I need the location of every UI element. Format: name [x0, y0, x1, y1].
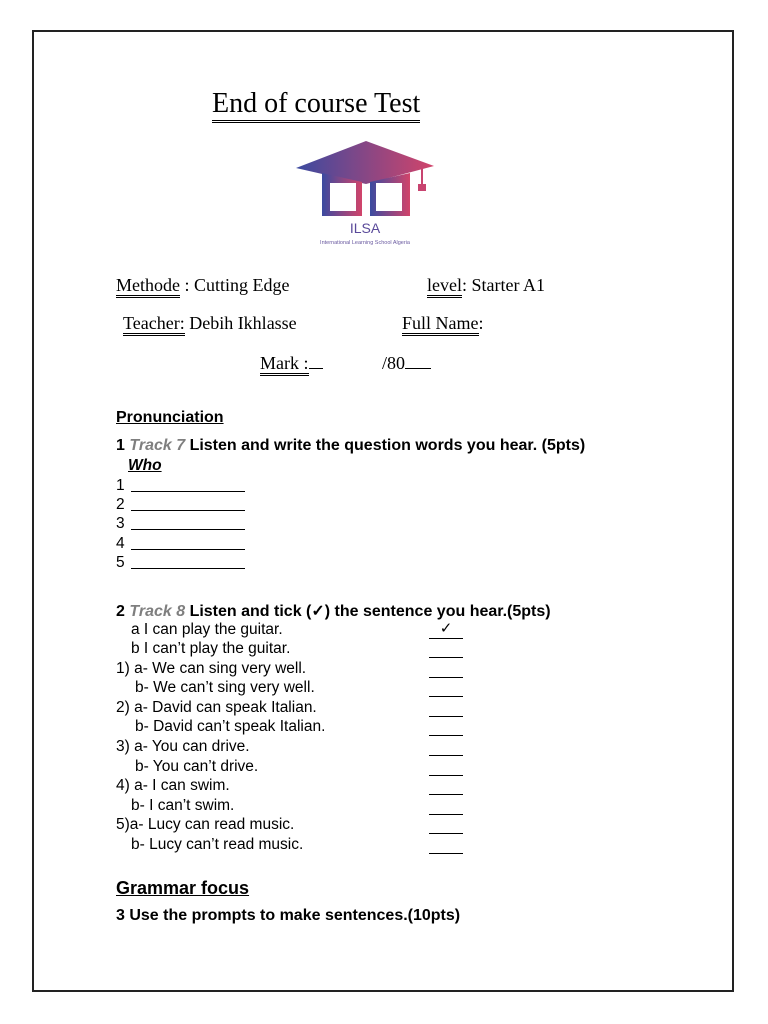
sentence-line: b- Lucy can’t read music. — [131, 836, 304, 853]
teacher-label: Teacher: — [123, 313, 185, 336]
method-value: : Cutting Edge — [179, 275, 290, 295]
teacher-row — [123, 313, 297, 334]
sentence-line: 5)a- Lucy can read music. — [116, 816, 295, 833]
q2-track: Track 8 — [129, 603, 186, 620]
q1-item-number: 3 — [116, 515, 125, 532]
graduation-cap-icon — [296, 141, 434, 184]
q1-item[interactable] — [116, 535, 245, 553]
page-title: End of course Test — [212, 88, 420, 123]
question-3: 3 Use the prompts to make sentences.(10pts) — [116, 907, 461, 924]
q1-example: Who — [128, 457, 162, 474]
section-pronunciation: Pronunciation — [116, 409, 224, 426]
tick-answer-blank[interactable] — [429, 622, 463, 639]
tick-answer-blank[interactable] — [429, 778, 463, 795]
tick-answer-blank[interactable] — [429, 719, 463, 736]
tick-answer-blank[interactable] — [429, 700, 463, 717]
fullname-colon: : — [478, 313, 484, 333]
q2-number: 2 — [116, 603, 125, 620]
level-label: level — [427, 275, 462, 298]
mark-total: /80 — [382, 353, 406, 373]
tick-answer-blank[interactable] — [429, 680, 463, 697]
tick-answer-blank[interactable] — [429, 641, 463, 658]
tick-answer-blank[interactable] — [429, 798, 463, 815]
method-row — [116, 275, 289, 296]
school-logo — [272, 138, 458, 256]
q1-item-number: 5 — [116, 554, 125, 571]
mark-row — [260, 353, 323, 374]
sentence-line: b- You can’t drive. — [135, 758, 259, 775]
level-row — [427, 275, 545, 296]
q2-instruction: Listen and tick (✓) the sentence you hear.(5pts) — [189, 603, 551, 620]
mark-total-blank[interactable] — [405, 368, 431, 369]
fullname-row[interactable] — [402, 313, 484, 334]
q1-number: 1 — [116, 437, 125, 454]
fullname-label: Full Name — [402, 313, 479, 336]
q1-item[interactable] — [116, 515, 245, 533]
q1-answer-line[interactable] — [131, 529, 245, 530]
tick-answer-blank[interactable] — [429, 759, 463, 776]
sentence-line: b- David can’t speak Italian. — [135, 718, 326, 735]
sentence-line: a I can play the guitar. — [131, 621, 283, 638]
method-label: Methode — [116, 275, 180, 298]
q1-item-number: 1 — [116, 477, 125, 494]
q1-item-number: 2 — [116, 496, 125, 513]
tick-answer-blank[interactable] — [429, 837, 463, 854]
tick-answer-blank[interactable] — [429, 661, 463, 678]
q1-answer-line[interactable] — [131, 510, 245, 511]
logo-subtitle: International Learning School Algeria — [320, 240, 410, 246]
q1-answer-line[interactable] — [131, 568, 245, 569]
tick-answer-blank[interactable] — [429, 739, 463, 756]
mark-blank[interactable] — [309, 368, 323, 369]
sentence-line: 4) a- I can swim. — [116, 777, 230, 794]
mark-total-row — [382, 353, 431, 374]
check-icon: ✓ — [439, 620, 453, 637]
question-1 — [116, 437, 585, 455]
q1-track: Track 7 — [129, 437, 186, 454]
section-grammar: Grammar focus — [116, 878, 250, 898]
question-2 — [116, 601, 551, 621]
q1-item-number: 4 — [116, 535, 125, 552]
q1-item[interactable] — [116, 496, 245, 514]
mark-label: Mark : — [260, 353, 309, 376]
q1-answer-line[interactable] — [131, 549, 245, 550]
sentence-line: b- We can’t sing very well. — [135, 679, 315, 696]
q1-item[interactable] — [116, 554, 245, 572]
sentence-line: b- I can’t swim. — [131, 797, 235, 814]
level-value: : Starter A1 — [461, 275, 545, 295]
q1-instruction: Listen and write the question words you hear. (5pts) — [189, 437, 586, 454]
q1-item[interactable] — [116, 477, 245, 495]
sentence-line: 2) a- David can speak Italian. — [116, 699, 317, 716]
logo-name: ILSA — [349, 220, 381, 236]
sentence-line: b I can’t play the guitar. — [131, 640, 291, 657]
teacher-value: Debih Ikhlasse — [184, 313, 297, 333]
tick-answer-blank[interactable] — [429, 817, 463, 834]
sentence-line: 1) a- We can sing very well. — [116, 660, 307, 677]
sentence-line: 3) a- You can drive. — [116, 738, 250, 755]
q1-answer-line[interactable] — [131, 491, 245, 492]
